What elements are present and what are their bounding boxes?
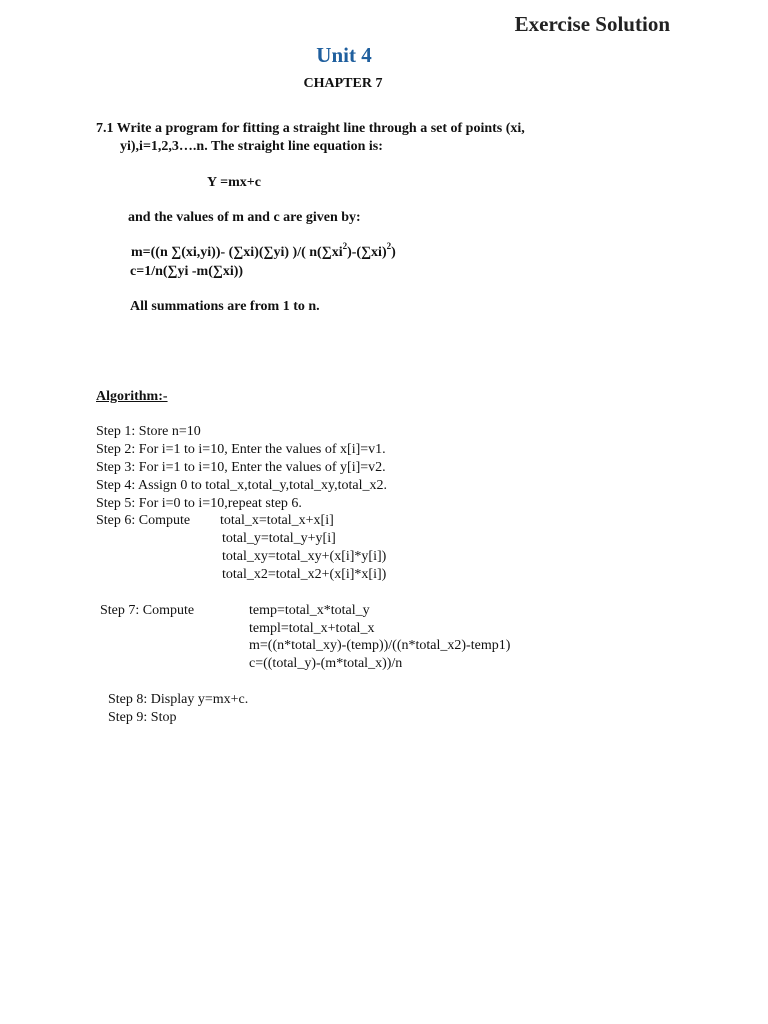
algorithm-step-8: Step 8: Display y=mx+c. — [108, 692, 249, 707]
m-formula-superscript-1: 2 — [342, 241, 348, 252]
m-formula-part-2: )-(∑xi) — [347, 245, 387, 260]
algorithm-step-7-label: Step 7: Compute — [100, 603, 195, 618]
algorithm-step-5: Step 5: For i=0 to i=10,repeat step 6. — [96, 496, 302, 511]
step-6-line-3: total_xy=total_xy+(x[i]*y[i]) — [222, 549, 387, 564]
step-7-line-3: m=((n*total_xy)-(temp))/((n*total_x2)-temp1) — [249, 638, 511, 653]
m-formula-superscript-2: 2 — [386, 241, 392, 252]
m-formula-part-1: m=((n ∑(xi,yi))- (∑xi)(∑yi) )/( n(∑xi — [131, 245, 343, 260]
algorithm-step-9: Step 9: Stop — [108, 710, 177, 725]
algorithm-step-2: Step 2: For i=1 to i=10, Enter the values of x[i]=v1. — [96, 442, 386, 457]
values-intro: and the values of m and c are given by: — [128, 210, 361, 225]
question-line-1: 7.1 Write a program for fitting a straight line through a set of points (xi, — [96, 121, 525, 136]
m-formula-part-3: ) — [391, 245, 396, 260]
step-6-line-2: total_y=total_y+y[i] — [222, 531, 336, 546]
step-7-line-2: templ=total_x+total_x — [249, 621, 375, 636]
c-formula: c=1/n(∑yi -m(∑xi)) — [130, 264, 244, 279]
m-formula — [131, 241, 396, 261]
document-header-title: Exercise Solution — [514, 12, 670, 36]
algorithm-step-6-label: Step 6: Compute — [96, 513, 191, 528]
chapter-title: CHAPTER 7 — [303, 76, 383, 91]
algorithm-step-3: Step 3: For i=1 to i=10, Enter the values of y[i]=v2. — [96, 460, 386, 475]
step-7-line-4: c=((total_y)-(m*total_x))/n — [249, 656, 403, 671]
summation-note: All summations are from 1 to n. — [130, 299, 320, 314]
algorithm-step-4: Step 4: Assign 0 to total_x,total_y,total_xy,total_x2. — [96, 478, 388, 493]
step-7-line-1: temp=total_x*total_y — [249, 603, 370, 618]
step-6-line-4: total_x2=total_x2+(x[i]*x[i]) — [222, 567, 387, 582]
step-6-line-1: total_x=total_x+x[i] — [220, 513, 334, 528]
question-line-2: yi),i=1,2,3….n. The straight line equation is: — [120, 139, 383, 154]
unit-title: Unit 4 — [316, 43, 372, 67]
algorithm-heading: Algorithm:- — [96, 389, 168, 404]
line-equation: Y =mx+c — [207, 175, 261, 190]
algorithm-step-1: Step 1: Store n=10 — [96, 424, 201, 439]
